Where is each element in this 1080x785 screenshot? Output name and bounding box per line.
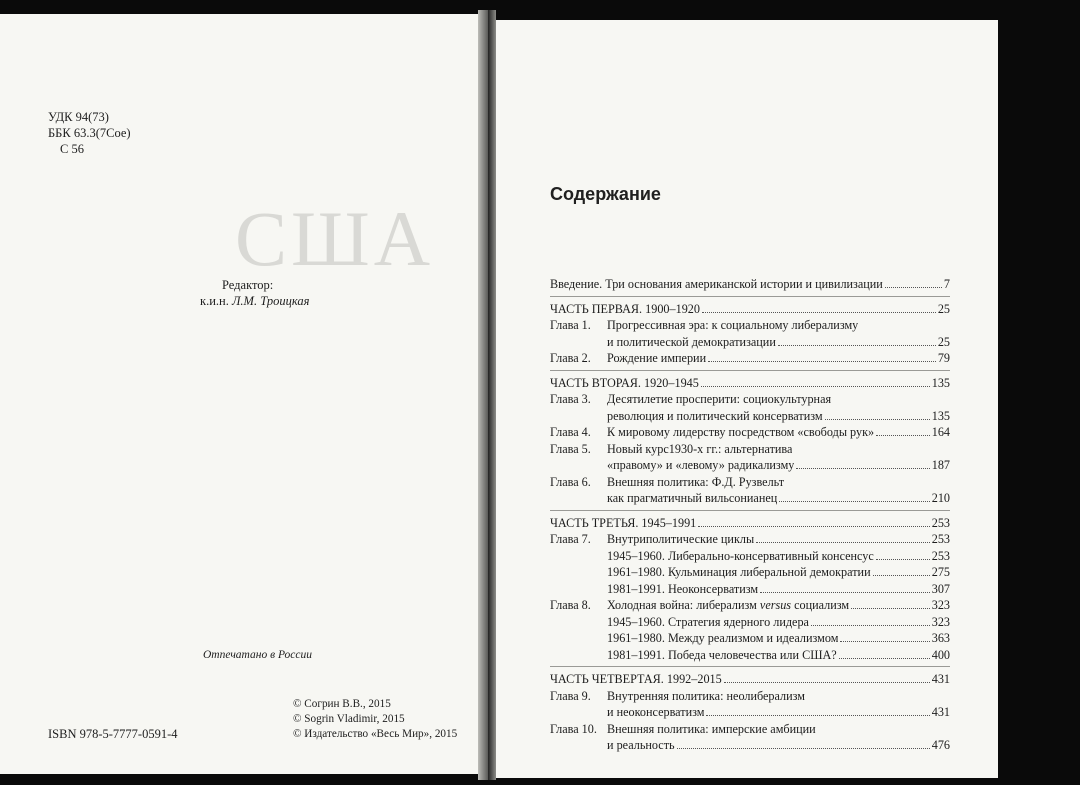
toc-page: 323: [931, 598, 950, 612]
toc-section[interactable]: [550, 581, 950, 598]
toc-title: Холодная война: либерализм versus социализм: [607, 598, 850, 612]
toc-title: революция и политический консерватизм: [607, 408, 823, 423]
leader-dots: [839, 658, 930, 659]
toc-title: 1981–1991. Победа человечества или США?: [607, 647, 837, 662]
leader-dots: [825, 419, 930, 420]
bleed-through-title: США: [235, 195, 435, 282]
toc-page: 323: [931, 614, 950, 629]
toc-page: 431: [931, 705, 950, 719]
toc-title: 1981–1991. Неоконсерватизм: [607, 581, 759, 596]
toc-chapter-9-cont: [550, 704, 950, 721]
toc-title: и политической демократизации: [607, 334, 776, 349]
leader-dots: [873, 575, 930, 576]
toc-page: 25: [937, 334, 950, 349]
toc-page: 187: [931, 458, 950, 472]
toc-title: 1961–1980. Между реализмом и идеализмом: [607, 631, 839, 645]
leader-dots: [851, 608, 930, 609]
leader-dots: [840, 641, 929, 642]
editor-label: Редактор:: [222, 278, 274, 292]
leader-dots: [885, 287, 942, 288]
toc-chapter-10[interactable]: [550, 721, 950, 738]
leader-dots: [706, 715, 929, 716]
toc-part-1[interactable]: [550, 301, 950, 318]
toc-chapter-2[interactable]: [550, 350, 950, 367]
divider: [550, 510, 950, 511]
toc-chapter-1-cont: [550, 334, 950, 351]
toc-page: 431: [931, 672, 950, 686]
leader-dots: [796, 468, 929, 469]
leader-dots: [698, 526, 929, 527]
toc-page: 7: [943, 277, 950, 291]
chapter-label: Глава 1.: [550, 318, 591, 332]
chapter-label: Глава 2.: [550, 351, 591, 365]
toc-section[interactable]: [550, 647, 950, 664]
printed-in-russia: Отпечатано в России: [203, 649, 313, 661]
toc-page: 164: [931, 425, 950, 439]
chapter-label: Глава 10.: [550, 721, 597, 736]
leader-dots: [779, 501, 929, 502]
editor-line: [200, 293, 309, 309]
left-page: [0, 14, 478, 774]
leader-dots: [876, 559, 930, 560]
toc-page: 135: [931, 408, 950, 423]
table-of-contents: [550, 276, 950, 754]
copyright-block: [293, 697, 457, 742]
toc-title: Внешняя политика: Ф.Д. Рузвельт: [607, 474, 785, 489]
chapter-label: Глава 6.: [550, 474, 591, 489]
divider: [550, 666, 950, 667]
toc-chapter-8[interactable]: [550, 597, 950, 614]
toc-chapter-10-cont: [550, 737, 950, 754]
toc-title: и неоконсерватизм: [607, 705, 705, 719]
leader-dots: [677, 748, 930, 749]
author-mark: С 56: [60, 142, 84, 156]
toc-chapter-5-cont: [550, 457, 950, 474]
toc-page: 79: [937, 351, 950, 365]
chapter-label: Глава 9.: [550, 688, 591, 703]
toc-chapter-1[interactable]: [550, 317, 950, 334]
toc-title: К мировому лидерству посредством «свободы рук»: [607, 425, 875, 439]
toc-page: 25: [937, 301, 950, 316]
editor-degree: к.и.н.: [200, 294, 229, 308]
toc-title: «правому» и «левому» радикализму: [607, 458, 795, 472]
editor-name: Л.М. Троицкая: [231, 294, 310, 308]
toc-chapter-3[interactable]: [550, 391, 950, 408]
toc-title: ЧАСТЬ ВТОРАЯ. 1920–1945: [550, 375, 699, 390]
toc-section[interactable]: [550, 614, 950, 631]
toc-page: 307: [931, 581, 950, 596]
toc-section[interactable]: [550, 548, 950, 565]
toc-chapter-5[interactable]: [550, 441, 950, 458]
toc-title: Внешняя политика: имперские амбиции: [607, 721, 816, 736]
toc-chapter-6-cont: [550, 490, 950, 507]
toc-title: ЧАСТЬ ЧЕТВЕРТАЯ. 1992–2015: [550, 672, 722, 686]
bbk-code: ББК 63.3(7Сое): [48, 126, 131, 140]
toc-title: ЧАСТЬ ПЕРВАЯ. 1900–1920: [550, 301, 700, 316]
chapter-label: Глава 4.: [550, 425, 591, 439]
toc-title: Внутриполитические циклы: [607, 532, 755, 546]
toc-page: 476: [931, 738, 950, 752]
toc-section[interactable]: [550, 630, 950, 647]
toc-title: 1945–1960. Стратегия ядерного лидера: [607, 614, 809, 629]
toc-page: 275: [931, 565, 950, 579]
toc-part-3[interactable]: [550, 515, 950, 532]
toc-title: Рождение империи: [607, 351, 707, 365]
leader-dots: [702, 312, 936, 313]
copyright-line: © Согрин В.В., 2015: [293, 698, 391, 710]
toc-title: Новый курс1930-х гг.: альтернатива: [607, 441, 793, 456]
isbn: ISBN 978-5-7777-0591-4: [48, 727, 178, 741]
toc-title: 1961–1980. Кульминация либеральной демократии: [607, 565, 871, 579]
toc-page: 210: [931, 491, 950, 505]
chapter-label: Глава 5.: [550, 441, 591, 456]
toc-title: ЧАСТЬ ТРЕТЬЯ. 1945–1991: [550, 515, 697, 530]
toc-title: Прогрессивная эра: к социальному либерализму: [607, 318, 859, 332]
toc-page: 135: [931, 375, 950, 390]
toc-title: Внутренняя политика: неолиберализм: [607, 688, 805, 703]
leader-dots: [701, 386, 930, 387]
toc-title: Десятилетие просперити: социокультурная: [607, 392, 832, 406]
toc-section[interactable]: [550, 564, 950, 581]
chapter-label: Глава 8.: [550, 598, 591, 612]
toc-page: 253: [931, 515, 950, 530]
toc-chapter-6[interactable]: [550, 474, 950, 491]
toc-part-4[interactable]: [550, 671, 950, 688]
divider: [550, 296, 950, 297]
leader-dots: [760, 592, 930, 593]
book-spine-shadow-right: [488, 10, 496, 780]
leader-dots: [876, 435, 930, 436]
chapter-label: Глава 7.: [550, 532, 591, 546]
contents-heading: Содержание: [550, 184, 661, 204]
toc-part-2[interactable]: [550, 375, 950, 392]
leader-dots: [778, 345, 936, 346]
leader-dots: [708, 361, 936, 362]
toc-title: как прагматичный вильсонианец: [607, 491, 778, 505]
leader-dots: [724, 682, 930, 683]
copyright-line: © Издательство «Весь Мир», 2015: [293, 728, 458, 740]
toc-chapter-4[interactable]: [550, 424, 950, 441]
chapter-label: Глава 3.: [550, 392, 591, 406]
leader-dots: [811, 625, 930, 626]
leader-dots: [756, 542, 930, 543]
toc-title: 1945–1960. Либерально-консервативный консенсус: [607, 548, 874, 563]
toc-chapter-7[interactable]: [550, 531, 950, 548]
toc-chapter-9[interactable]: [550, 688, 950, 705]
toc-title: и реальность: [607, 738, 675, 752]
book-spine-shadow-left: [478, 10, 488, 780]
toc-page: 253: [931, 548, 950, 563]
toc-chapter-3-cont: [550, 408, 950, 425]
toc-entry-intro[interactable]: [550, 276, 950, 293]
toc-title: Введение. Три основания американской истории и цивилизации: [550, 277, 883, 291]
udk-code: УДК 94(73): [48, 110, 109, 124]
divider: [550, 370, 950, 371]
toc-page: 400: [931, 647, 950, 662]
copyright-line: © Sogrin Vladimir, 2015: [293, 713, 405, 725]
toc-page: 363: [931, 631, 950, 645]
toc-page: 253: [931, 532, 950, 546]
